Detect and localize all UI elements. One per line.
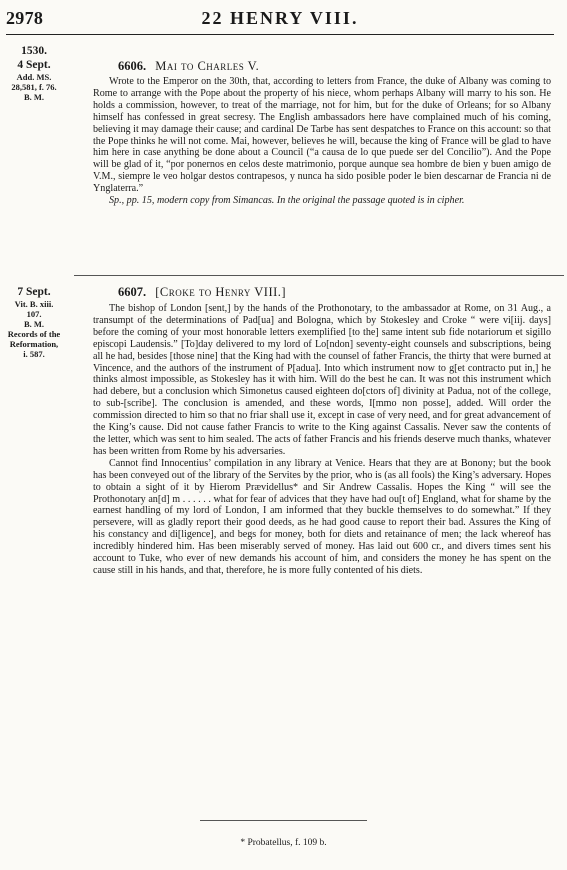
entry1-body: Wrote to the Emperor on the 30th, that, according to letters from France, the duke of Albany was coming to Rome to arrange with the Pope about the property of his niece, whom perhaps Albany will marry to his son. He holds a commission, however, to treat of the marriage, not for him, but for the duke of Orleans; for so Albany himself has confessed in great secresy. The English ambassadors here have complained much of his coming, believing it may damage their cause; and cardinal De Tarbe has sent despatches to France on this account: so that the Pope thinks he will not come. Mai, however, believes he will, because the king of France will be glad to have him here in case anything be done about a Council (“a causa de lo que puede ser del Concilio”). And the Pope will be glad of it, “por ponernos en celos deste matrimonio, porque aunque sea hombre de bien y buen amigo de V.M., siempre le veo holgar destos contrapesos, y nunca ha sido posible poder le bien descarnar de Francia ni de Ynglaterra.” — [93, 76, 551, 195]
entry2-text — [93, 303, 551, 577]
page-number: 2978 — [6, 8, 44, 28]
entry-divider — [74, 275, 564, 276]
running-title: 22 HENRY VIII. — [201, 8, 359, 28]
entry1-date: 4 Sept. — [17, 59, 51, 71]
entry2-margin: 7 Sept. Vit. B. xiii. 107. B. M. Records of the Reformation, i. 587. — [7, 286, 61, 359]
entry2-para2: Cannot find Innocentius’ compilation in any library at Venice. Hears that they are at Bonony; but the book has been conveyed out of the library of the Servites by the prior, who is (as all fools) the King’s adversary. Hopes to obtain a sight of it by Hierom Prævidellus* and Sir Andrew Cassalis. Hopes the King “ will see the Prothonotary an[d] m . . . . . . what for fear of advices that they have had ou[t of] England, what for shame by the earnest handling of my lord of London, I am informed that they buckle themselves to do somewhat.” If they persevere, will as gladly report their good deeds, as he had good cause to report their bad. Assures the King of his constancy and di[ligence], and begs for money, both for diets and retainance of men; the lack whereof has incredibly hindered him. Has been miserably served of money. Has laid out 600 cr., and divers times sent his account to Tuke, who ever of new demands his account of him, and considers the money he has spent on the cause still in his hands, and that, therefore, he is more fully contented of his diets. — [93, 457, 551, 576]
entry2-para1: The bishop of London [sent,] by the hands of the Prothonotary, to the ambassador at Rome, on 31 Aug., a transumpt of the determinations of Pad[ua] and Bologna, which by Stokesley and Croke “ were vi[iij. days] before the coming of your most honorable letters exemplified [to the] same intent sub fide notariorum et sigillo episcopi Laudensis.” [To]day delivered to my lord of Lo[ndon] seventy-eight counsels and subscriptions, being all he had, besides [those nine] that the King had with the counsel of father Francis, the thirty that were burned at Vincence, and the authors of the instrument of P[adua]. Into which instrument now to g[et contracto put in,] he thinks almost impossible, as Stokesley has it with him. Will do the best he can. It was not this instrument which had debere, but a conclusion which Simonetus caused eighteen do[ctors of] divinity at Padua, not of the college, to sub-[scribe]. The conclusion is amended, and these words, I[mmo non posse], added. Will order the commission directed to him so that no friar shall use it, except in case of very need, and for great advancement of the King’s cause. Did not cause father Francis to write to the King against Cassalis. Never saw the contents of the letter, which was sent to him sealed. The acts of father Francis and his friends deserve much thanks, whatever has been written from Rome by his adversaries. — [93, 303, 551, 457]
footnote-rule — [200, 820, 367, 821]
entry2-number: 6607. — [118, 285, 147, 299]
year-marker: 1530. — [21, 45, 47, 57]
entry1-number: 6606. — [118, 59, 147, 73]
entry1-text — [93, 76, 551, 207]
entry1-ref: Add. MS. — [16, 72, 52, 82]
entry1-title: Mai to Charles V. — [155, 59, 260, 73]
footnote: * Probatellus, f. 109 b. — [240, 838, 327, 848]
entry1-heading — [118, 59, 259, 74]
entry2-heading — [118, 285, 286, 300]
entry1-source: Sp., pp. 15, modern copy from Simancas. In the original the passage quoted is in cipher. — [109, 195, 465, 207]
entry1-margin: 4 Sept. Add. MS. 28,581, f. 76. B. M. — [6, 58, 62, 102]
entry2-title: [Croke to Henry VIII.] — [155, 285, 287, 299]
header-rule — [6, 34, 554, 35]
entry2-date: 7 Sept. — [17, 286, 51, 298]
entry2-ref: Vit. B. xiii. — [14, 299, 54, 309]
page-header — [6, 8, 554, 30]
